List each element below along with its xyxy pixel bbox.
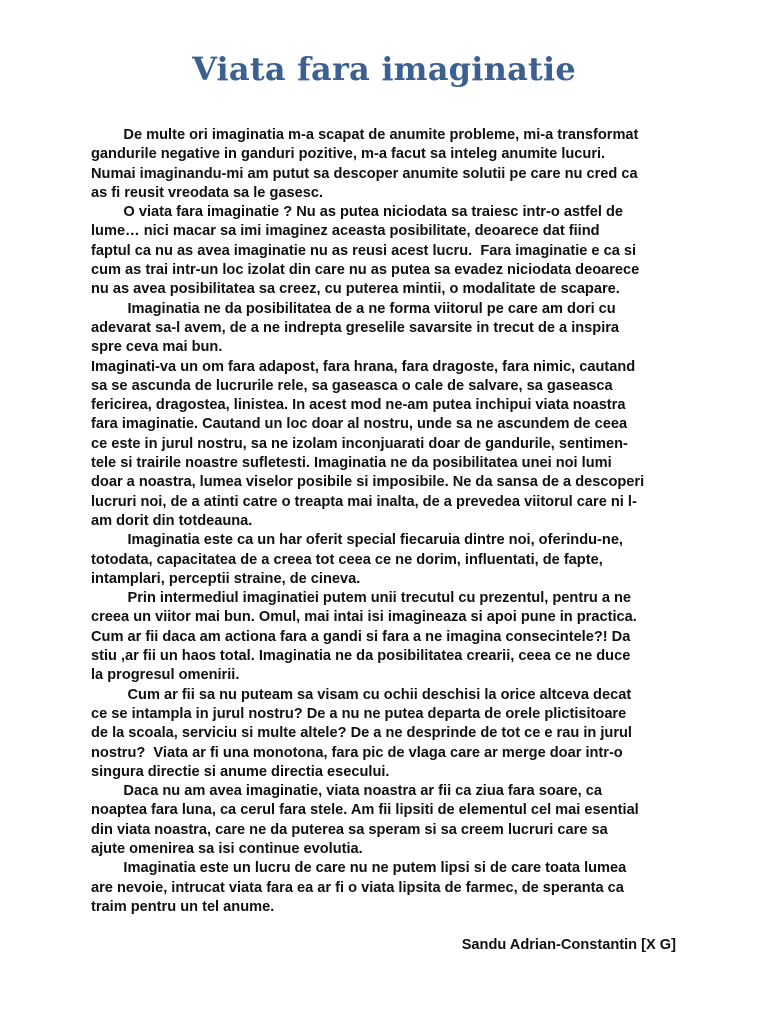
paragraph bbox=[91, 686, 691, 782]
text-line: lume… nici macar sa imi imaginez aceasta posibilitate, deoarece dat fiind bbox=[91, 223, 600, 240]
text-line: gandurile negative in ganduri pozitive, m-a facut sa inteleg anumite lucuri. bbox=[91, 146, 606, 163]
paragraph bbox=[91, 358, 691, 532]
text-line: doar a noastra, lumea viselor posibile si imposibile. Ne da sansa de a descoperi bbox=[91, 474, 645, 491]
text-line: la progresul omenirii. bbox=[91, 667, 240, 684]
text-line: tele si trairile noastre sufletesti. Imaginatia ne da posibilitatea unei noi lumi bbox=[91, 455, 612, 472]
text-line: De multe ori imaginatia m-a scapat de anumite probleme, mi-a transformat bbox=[91, 127, 639, 143]
text-line: Prin intermediul imaginatiei putem unii trecutul cu prezentul, pentru a ne bbox=[91, 590, 632, 607]
text-line: Cum ar fii sa nu puteam sa visam cu ochii deschisi la orice altceva decat bbox=[91, 686, 632, 703]
text-line: faptul ca nu as avea imaginatie nu as reusi acest lucru. Fara imaginatie e ca si bbox=[91, 242, 637, 259]
text-line: fericirea, dragostea, linistea. In acest mod ne-am putea inchipui viata noastra bbox=[91, 397, 626, 414]
text-line: Imaginatia este ca un har oferit special fiecaruia dintre noi, oferindu-ne, bbox=[91, 532, 623, 549]
author-signature: Sandu Adrian-Constantin [X G] bbox=[461, 937, 676, 953]
text-line: din viata noastra, care ne da puterea sa speram si sa creem lucruri care sa bbox=[91, 821, 608, 838]
text-line: am dorit din totdeauna. bbox=[91, 512, 253, 529]
paragraph bbox=[91, 782, 691, 859]
paragraph bbox=[91, 203, 691, 299]
text-line: singura directie si anume directia esecului. bbox=[91, 763, 390, 780]
text-line: Imaginatia ne da posibilitatea de a ne forma viitorul pe care am dori cu bbox=[91, 300, 616, 317]
text-line: O viata fara imaginatie ? Nu as putea niciodata sa traiesc intr-o astfel de bbox=[91, 204, 624, 221]
paragraph bbox=[91, 531, 691, 589]
text-line: nostru? Viata ar fi una monotona, fara pic de vlaga care ar merge doar intr-o bbox=[91, 744, 623, 761]
text-line: stiu ,ar fii un haos total. Imaginatia ne da posibilitatea crearii, ceea ce ne duce bbox=[91, 648, 631, 665]
text-line: spre ceva mai bun. bbox=[91, 339, 223, 356]
text-line: ajute omenirea sa isi continue evolutia. bbox=[91, 840, 363, 857]
text-line: Imaginati-va un om fara adapost, fara hrana, fara dragoste, fara nimic, cautand bbox=[91, 358, 636, 375]
text-line: as fi reusit vreodata sa le gasesc. bbox=[91, 184, 324, 201]
paragraph bbox=[91, 859, 691, 917]
text-line: Daca nu am avea imaginatie, viata noastra ar fii ca ziua fara soare, ca bbox=[91, 783, 603, 800]
text-line: fara imaginatie. Cautand un loc doar al nostru, unde sa ne ascundem de ceea bbox=[91, 416, 628, 433]
text-line: traim pentru un tel anume. bbox=[91, 898, 275, 915]
document-body bbox=[91, 126, 691, 917]
text-line: Imaginatia este un lucru de care nu ne putem lipsi si de care toata lumea bbox=[91, 860, 627, 877]
text-line: creea un viitor mai bun. Omul, mai intai isi imagineaza si apoi pune in practica. bbox=[91, 609, 637, 626]
text-line: Cum ar fii daca am actiona fara a gandi si fara a ne imagina consecintele?! Da bbox=[91, 628, 631, 645]
text-line: ce este in jurul nostru, sa ne izolam inconjuarati doar de gandurile, sentimen- bbox=[91, 435, 628, 452]
text-line: are nevoie, intrucat viata fara ea ar fi o viata lipsita de farmec, de speranta ca bbox=[91, 879, 624, 896]
paragraph bbox=[91, 126, 691, 203]
text-line: ce se intampla in jurul nostru? De a nu ne putea departa de orele plictisitoare bbox=[91, 705, 627, 722]
text-line: totodata, capacitatea de a creea tot ceea ce ne dorim, influentati, de fapte, bbox=[91, 551, 603, 568]
text-line: cum as trai intr-un loc izolat din care nu as putea sa evadez niciodata deoarece bbox=[91, 262, 640, 279]
paragraph bbox=[91, 589, 691, 685]
text-line: de la scoala, serviciu si multe altele? De a ne desprinde de tot ce e rau in jurul bbox=[91, 725, 632, 742]
text-line: sa se ascunda de lucrurile rele, sa gaseasca o cale de salvare, sa gaseasca bbox=[91, 377, 613, 394]
text-line: lucruri noi, de a atinti catre o treapta mai inalta, de a prevedea viitorul care ni l- bbox=[91, 493, 637, 510]
text-line: Numai imaginandu-mi am putut sa descoper anumite solutii pe care nu cred ca bbox=[91, 165, 638, 182]
paragraph bbox=[91, 300, 691, 358]
text-line: intamplari, perceptii straine, de cineva. bbox=[91, 570, 361, 587]
text-line: noaptea fara luna, ca cerul fara stele. Am fii lipsiti de elementul cel mai esential bbox=[91, 802, 639, 819]
text-line: nu as avea posibilitatea sa creez, cu puterea mintii, o modalitate de scapare. bbox=[91, 281, 620, 298]
document-title: Viata fara imaginatie bbox=[192, 50, 576, 88]
text-line: adevarat sa-l avem, de a ne indrepta greselile savarsite in trecut de a inspira bbox=[91, 319, 620, 336]
